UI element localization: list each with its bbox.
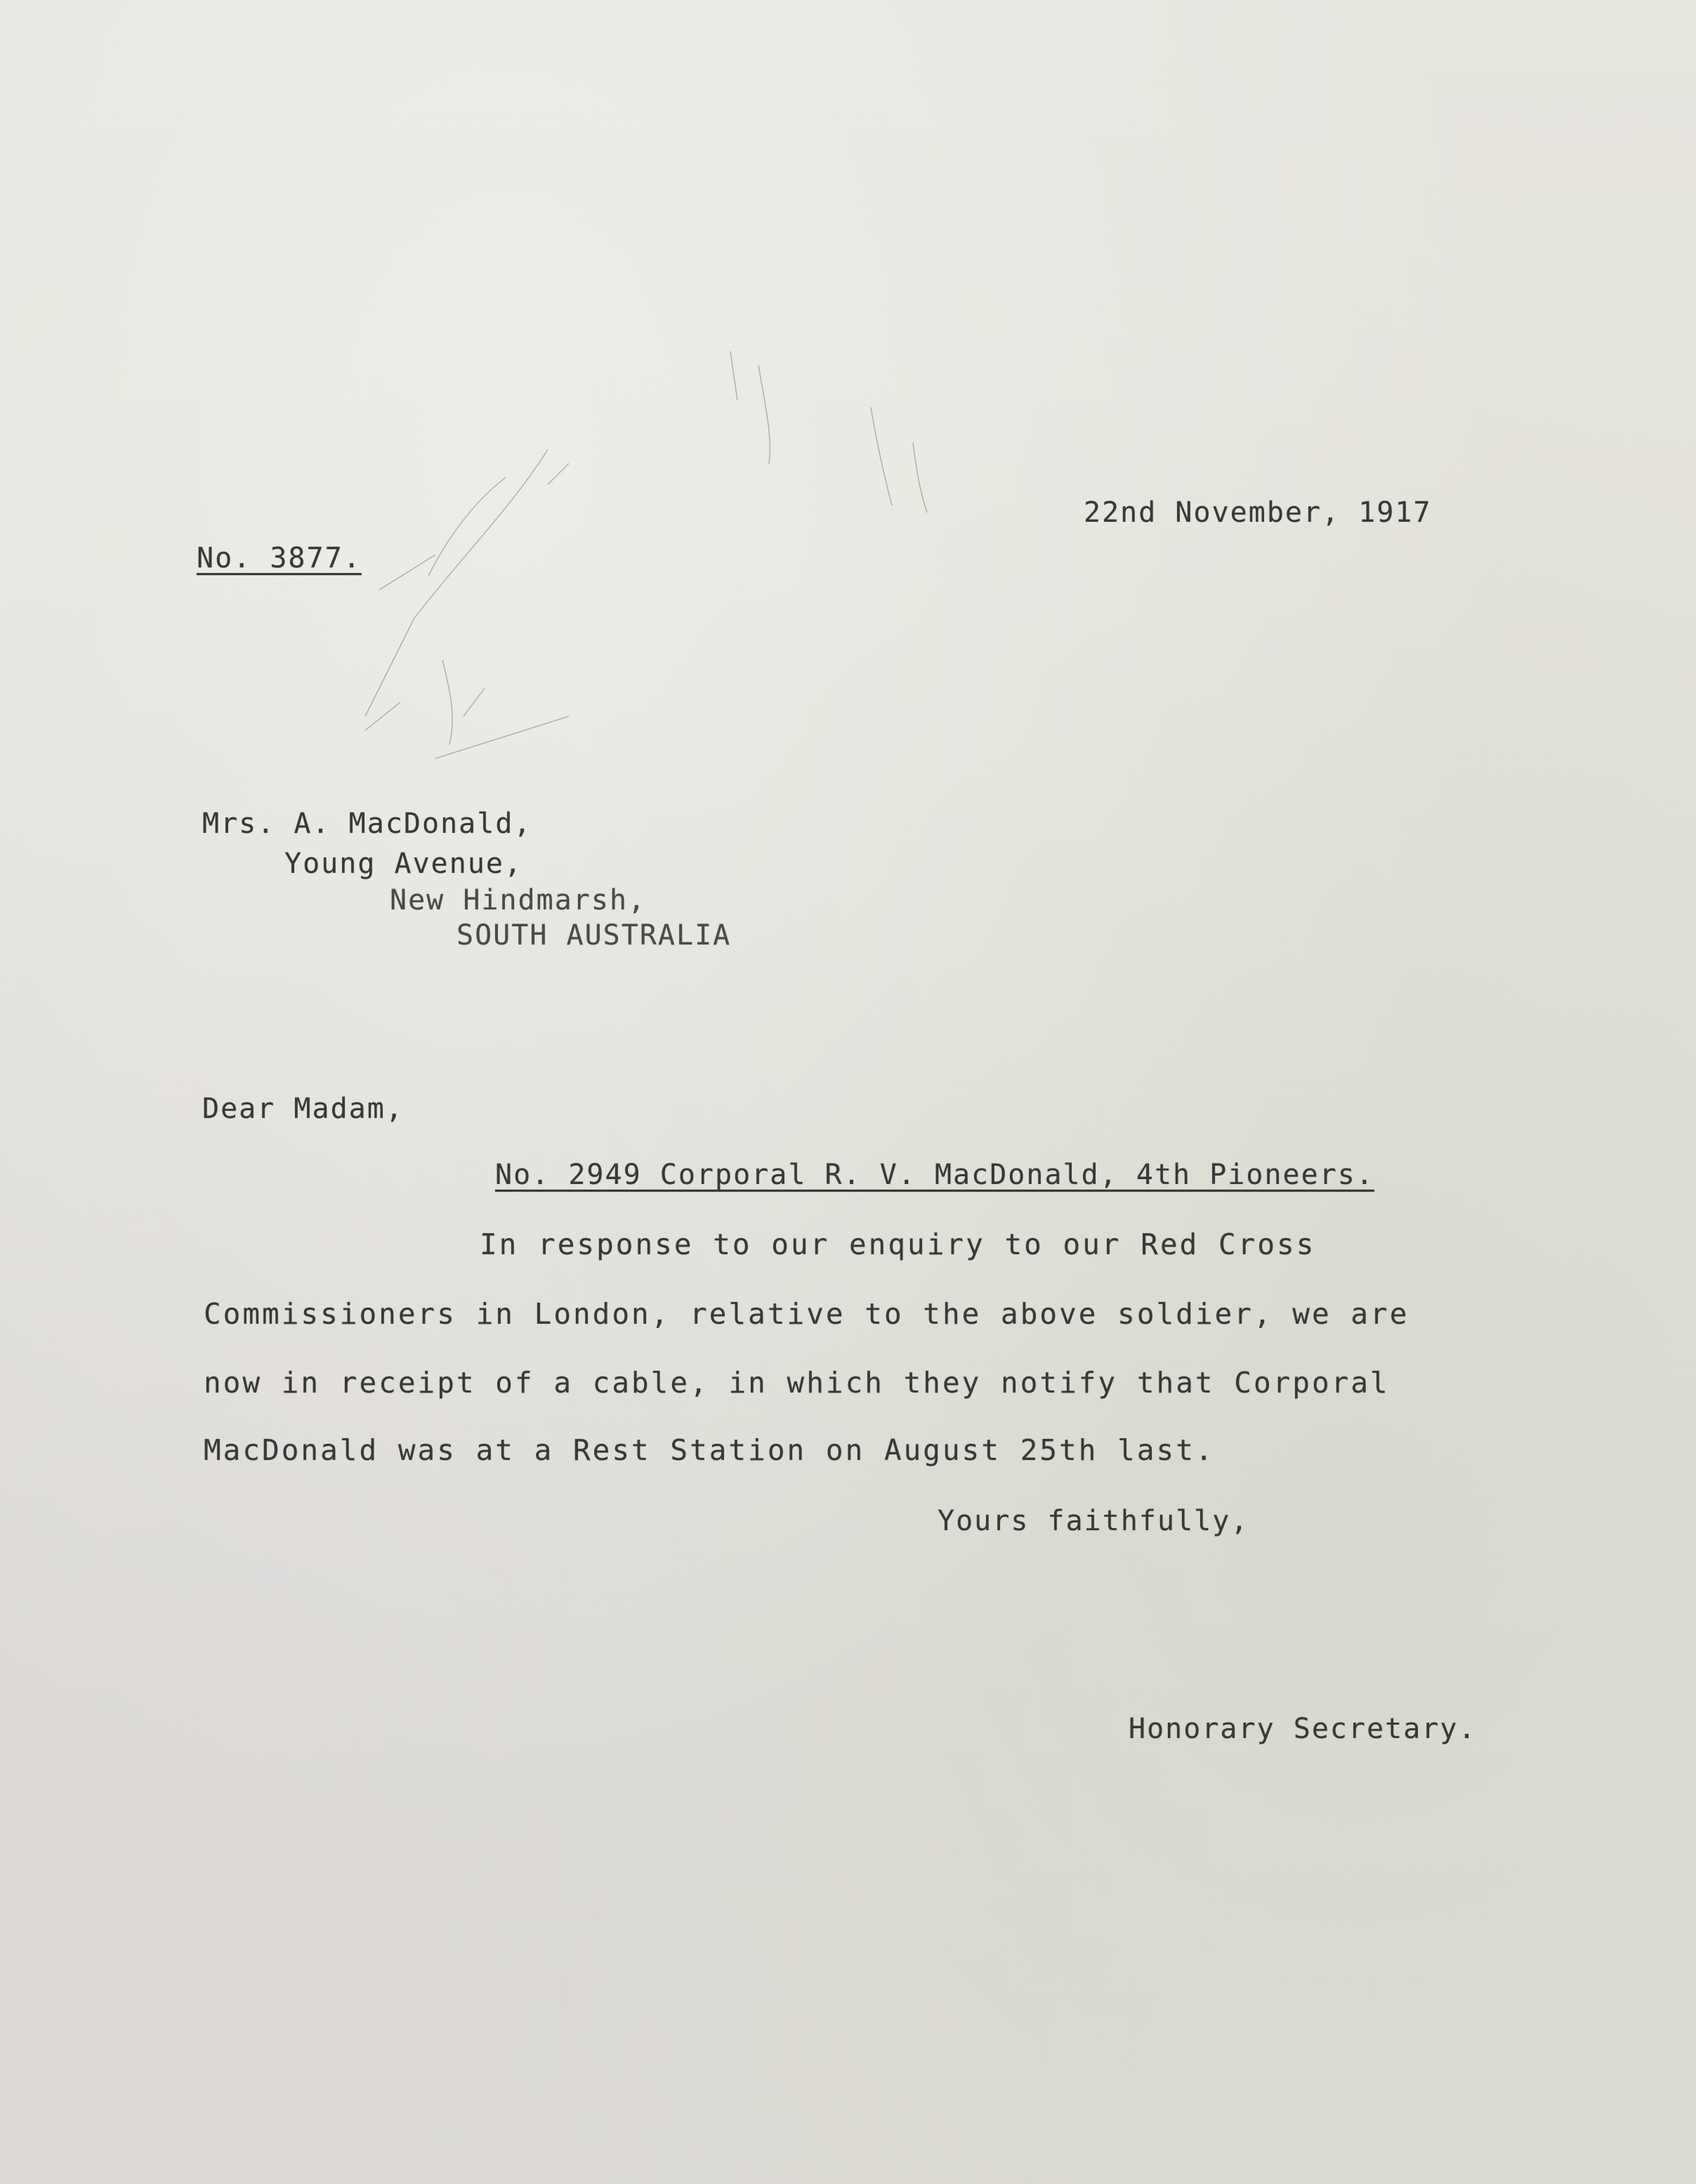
address-line-suburb: New Hindmarsh, xyxy=(390,884,647,916)
address-line-state: SOUTH AUSTRALIA xyxy=(456,919,732,952)
body-line: Commissioners in London, relative to the above soldier, we are xyxy=(204,1297,1409,1331)
body-line: In response to our enquiry to our Red Cross xyxy=(480,1228,1316,1261)
signatory-title: Honorary Secretary. xyxy=(1129,1713,1477,1745)
salutation: Dear Madam, xyxy=(202,1093,404,1125)
body-line: now in receipt of a cable, in which they notify that Corporal xyxy=(204,1366,1390,1400)
letter-date: 22nd November, 1917 xyxy=(1084,496,1432,529)
reference-number: No. 3877. xyxy=(197,542,362,574)
body-line: MacDonald was at a Rest Station on August 25th last. xyxy=(204,1433,1215,1467)
subject-line: No. 2949 Corporal R. V. MacDonald, 4th Pioneers. xyxy=(495,1159,1374,1191)
address-line-street: Young Avenue, xyxy=(284,848,523,880)
address-line-name: Mrs. A. MacDonald, xyxy=(202,808,532,840)
closing: Yours faithfully, xyxy=(938,1505,1249,1537)
pencil-sketch-marks xyxy=(337,323,969,772)
